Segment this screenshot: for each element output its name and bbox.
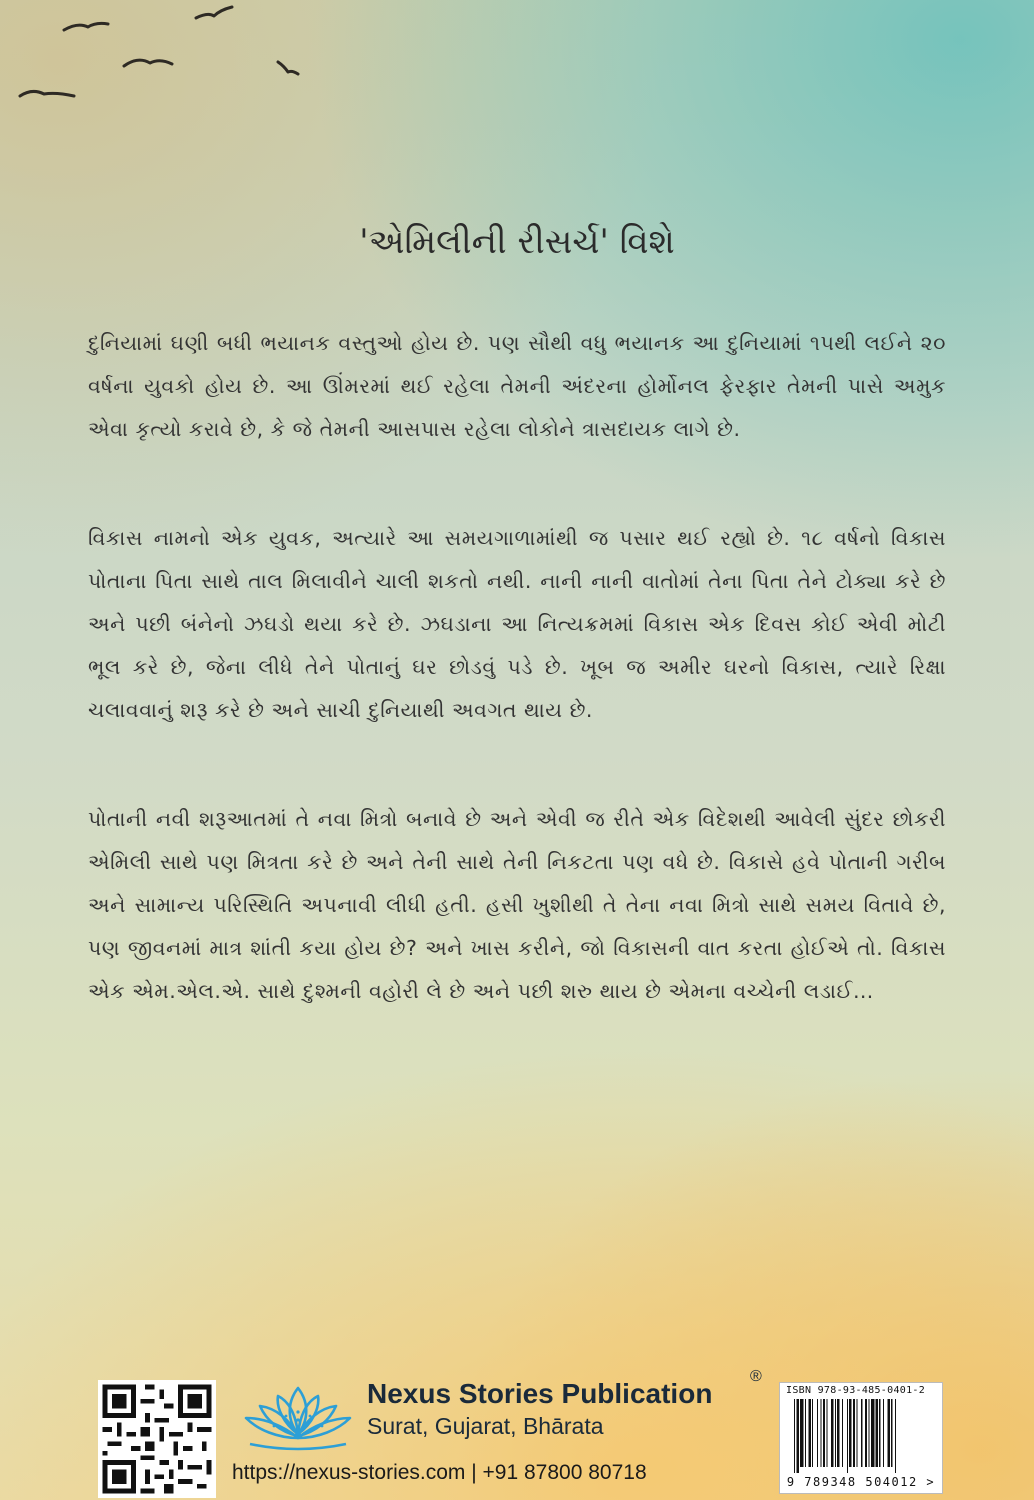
paragraph-1: દુનિયામાં ઘણી બધી ભયાનક વસ્તુઓ હોય છે. પણ સૌથી વધુ ભયાનક આ દુનિયામાં ૧૫થી લઈને ૨૦ વર્ષના યુવકો હોય છે. આ ઊંમરમાં થઈ રહેલા તેમની અંદરના હોર્મોનલ ફેરફાર તેમની પાસે અમુક એવા કૃત્યો કરાવે છે, કે જે તેમની આસપાસ રહેલા લોકોને ત્રાસદાયક લાગે છે.: [88, 331, 946, 441]
publisher-location: Surat, Gujarat, Bhārata: [367, 1413, 604, 1439]
birds-illustration: [0, 0, 320, 120]
barcode-bars: [792, 1399, 932, 1473]
lotus-logo: [232, 1382, 364, 1454]
publisher-name: Nexus Stories Publication: [367, 1378, 713, 1409]
isbn-barcode: [779, 1382, 943, 1494]
isbn-label: ISBN 978-93-485-0401-2: [786, 1385, 926, 1396]
page-title: 'એમિલીની રીસર્ચ' વિશે: [359, 222, 675, 262]
paragraph-2: વિકાસ નામનો એક યુવક, અત્યારે આ સમયગાળામાંથી જ પસાર થઈ રહ્યો છે. ૧૮ વર્ષનો વિકાસ પોતાના પિતા સાથે તાલ મિલાવીને ચાલી શકતો નથી. નાની નાની વાતોમાં તેના પિતા તેને ટોક્યા કરે છે અને પછી બંનેનો ઝઘડો થયા કરે છે. ઝઘડાના આ નિત્યક્રમમાં વિકાસ એક દિવસ કોઈ એવી મોટી ભૂલ કરે છે, જેના લીધે તેને પોતાનું ઘર છોડવું પડે છે. ખૂબ જ અમીર ઘરનો વિકાસ, ત્યારે રિક્ષા ચલાવવાનું શરૂ કરે છે અને સાચી દુનિયાથી અવગત થાય છે.: [88, 526, 946, 722]
paragraph-3: પોતાની નવી શરૂઆતમાં તે નવા મિત્રો બનાવે છે અને એવી જ રીતે એક વિદેશથી આવેલી સુંદર છોકરી એમિલી સાથે પણ મિત્રતા કરે છે અને તેની સાથે તેની નિકટતા પણ વધે છે. વિકાસે હવે પોતાની ગરીબ અને સામાન્ય પરિસ્થિતિ અપનાવી લીધી હતી. હસી ખુશીથી તે તેના નવા મિત્રો સાથે સમય વિતાવે છે, પણ જીવનમાં માત્ર શાંતી કયા હોય છે? અને ખાસ કરીને, જો વિકાસની વાત કરતા હોઈએ તો. વિકાસ એક એમ.એલ.એ. સાથે દુશ્મની વહોરી લે છે અને પછી શરુ થાય છે એમના વચ્ચેની લડાઈ…: [88, 807, 946, 1003]
barcode-digits: 9 789348 504012 >: [786, 1475, 936, 1489]
publisher-contact: https://nexus-stories.com | +91 87800 80718: [232, 1461, 647, 1484]
qr-code: [98, 1380, 216, 1498]
registered-mark: ®: [750, 1368, 762, 1385]
